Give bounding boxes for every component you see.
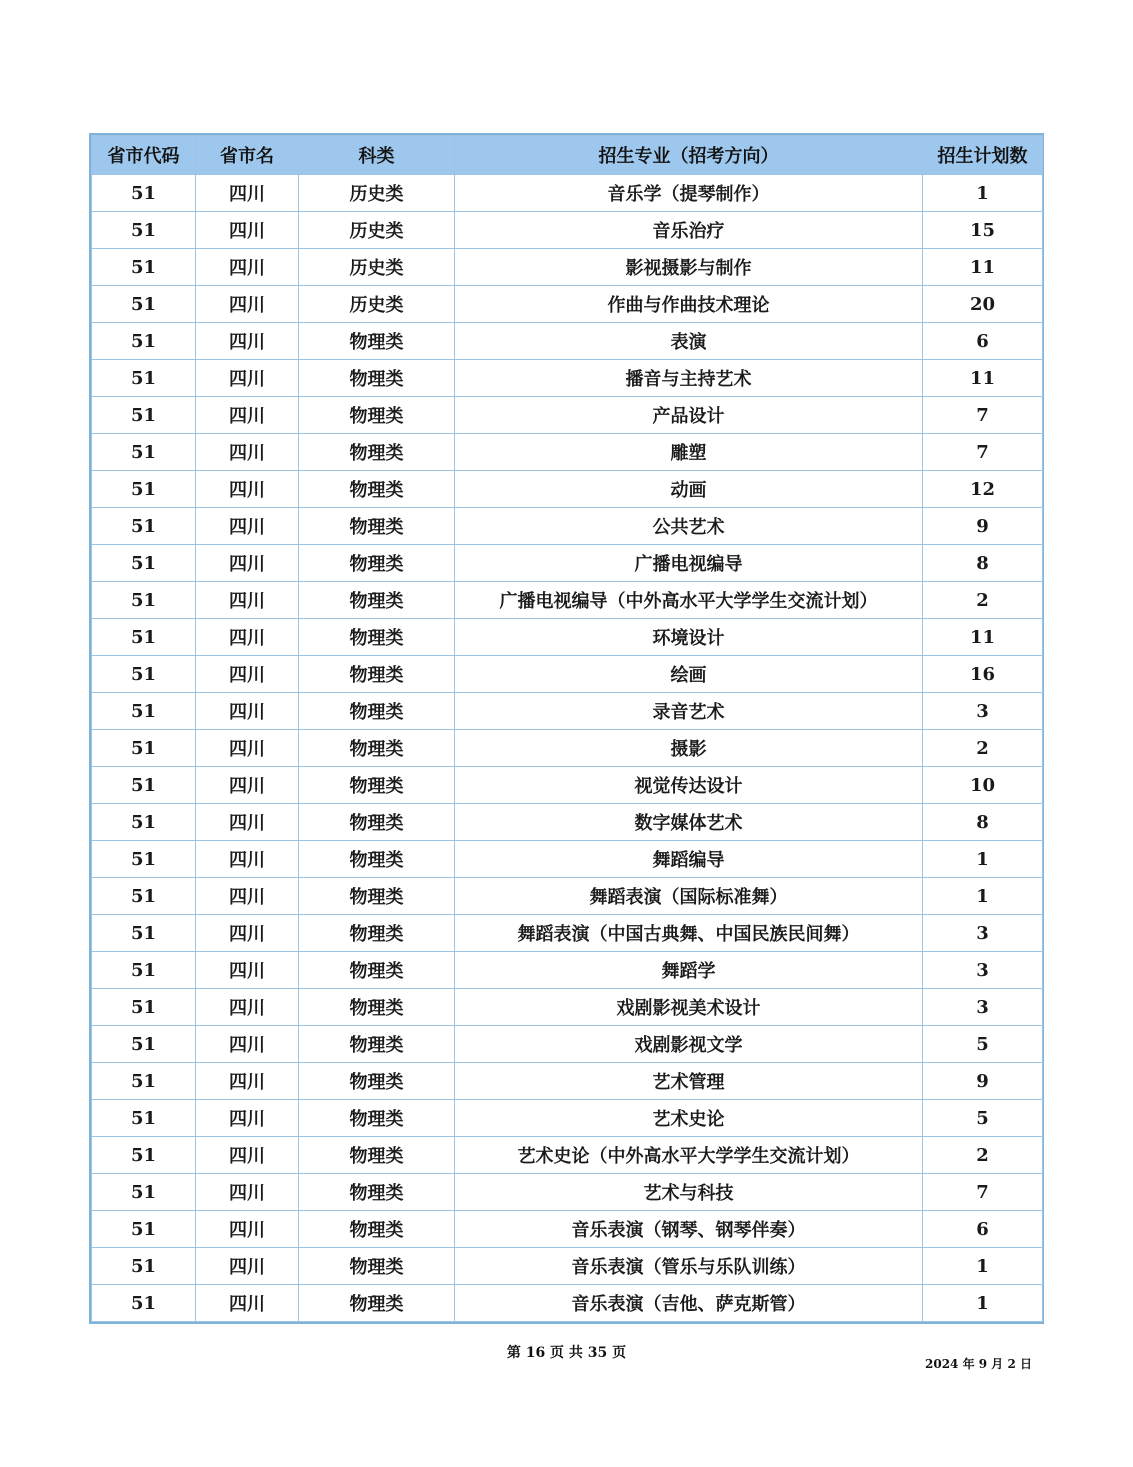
cell-major: 戏剧影视美术设计 xyxy=(455,989,923,1026)
cell-major: 视觉传达设计 xyxy=(455,767,923,804)
cell-province-name: 四川 xyxy=(196,619,299,656)
cell-province-name: 四川 xyxy=(196,360,299,397)
cell-subject-category: 物理类 xyxy=(299,989,455,1026)
cell-subject-category: 物理类 xyxy=(299,1026,455,1063)
cell-plan-count: 9 xyxy=(923,508,1043,545)
table-row xyxy=(92,397,1043,434)
table-row xyxy=(92,1248,1043,1285)
table-row xyxy=(92,323,1043,360)
cell-plan-count: 1 xyxy=(923,1285,1043,1322)
table-row xyxy=(92,1174,1043,1211)
cell-province-code: 51 xyxy=(92,471,196,508)
cell-plan-count: 5 xyxy=(923,1026,1043,1063)
cell-subject-category: 物理类 xyxy=(299,952,455,989)
cell-province-code: 51 xyxy=(92,582,196,619)
cell-province-name: 四川 xyxy=(196,212,299,249)
table-row xyxy=(92,952,1043,989)
cell-plan-count: 8 xyxy=(923,545,1043,582)
cell-province-name: 四川 xyxy=(196,915,299,952)
cell-major: 表演 xyxy=(455,323,923,360)
table-row xyxy=(92,1100,1043,1137)
table-row xyxy=(92,360,1043,397)
cell-major: 影视摄影与制作 xyxy=(455,249,923,286)
cell-major: 艺术与科技 xyxy=(455,1174,923,1211)
cell-province-code: 51 xyxy=(92,804,196,841)
cell-province-name: 四川 xyxy=(196,1211,299,1248)
cell-major: 音乐表演（钢琴、钢琴伴奏） xyxy=(455,1211,923,1248)
header-plan-count: 招生计划数 xyxy=(923,136,1043,175)
cell-province-code: 51 xyxy=(92,1026,196,1063)
cell-major: 广播电视编导 xyxy=(455,545,923,582)
cell-subject-category: 物理类 xyxy=(299,471,455,508)
cell-province-code: 51 xyxy=(92,989,196,1026)
cell-province-name: 四川 xyxy=(196,767,299,804)
cell-plan-count: 11 xyxy=(923,360,1043,397)
table-row xyxy=(92,434,1043,471)
cell-subject-category: 历史类 xyxy=(299,249,455,286)
table-row xyxy=(92,619,1043,656)
cell-province-code: 51 xyxy=(92,1285,196,1322)
table-row xyxy=(92,1211,1043,1248)
cell-province-code: 51 xyxy=(92,360,196,397)
cell-province-name: 四川 xyxy=(196,323,299,360)
cell-major: 公共艺术 xyxy=(455,508,923,545)
cell-province-code: 51 xyxy=(92,952,196,989)
cell-province-name: 四川 xyxy=(196,249,299,286)
cell-province-name: 四川 xyxy=(196,434,299,471)
cell-subject-category: 物理类 xyxy=(299,1063,455,1100)
cell-plan-count: 3 xyxy=(923,915,1043,952)
cell-plan-count: 1 xyxy=(923,878,1043,915)
cell-province-name: 四川 xyxy=(196,656,299,693)
cell-plan-count: 3 xyxy=(923,952,1043,989)
cell-province-name: 四川 xyxy=(196,1174,299,1211)
cell-major: 产品设计 xyxy=(455,397,923,434)
cell-province-code: 51 xyxy=(92,249,196,286)
cell-province-name: 四川 xyxy=(196,952,299,989)
cell-plan-count: 15 xyxy=(923,212,1043,249)
enrollment-plan-table-container xyxy=(89,133,1044,1324)
cell-province-name: 四川 xyxy=(196,1137,299,1174)
cell-province-code: 51 xyxy=(92,434,196,471)
table-row xyxy=(92,249,1043,286)
cell-province-name: 四川 xyxy=(196,1100,299,1137)
page-number: 第 16 页 共 35 页 xyxy=(506,1345,627,1361)
cell-subject-category: 物理类 xyxy=(299,767,455,804)
cell-province-name: 四川 xyxy=(196,175,299,212)
cell-province-name: 四川 xyxy=(196,878,299,915)
cell-province-name: 四川 xyxy=(196,582,299,619)
cell-subject-category: 物理类 xyxy=(299,878,455,915)
header-subject-category: 科类 xyxy=(299,136,455,175)
table-header-row xyxy=(92,136,1043,175)
cell-plan-count: 3 xyxy=(923,693,1043,730)
cell-major: 录音艺术 xyxy=(455,693,923,730)
cell-major: 广播电视编导（中外高水平大学学生交流计划） xyxy=(455,582,923,619)
cell-plan-count: 6 xyxy=(923,323,1043,360)
cell-province-code: 51 xyxy=(92,656,196,693)
cell-province-name: 四川 xyxy=(196,841,299,878)
cell-subject-category: 物理类 xyxy=(299,397,455,434)
cell-plan-count: 2 xyxy=(923,582,1043,619)
cell-major: 舞蹈表演（国际标准舞） xyxy=(455,878,923,915)
cell-province-code: 51 xyxy=(92,878,196,915)
cell-plan-count: 1 xyxy=(923,1248,1043,1285)
cell-subject-category: 历史类 xyxy=(299,175,455,212)
table-row xyxy=(92,767,1043,804)
cell-province-name: 四川 xyxy=(196,545,299,582)
cell-plan-count: 2 xyxy=(923,1137,1043,1174)
cell-plan-count: 20 xyxy=(923,286,1043,323)
cell-subject-category: 物理类 xyxy=(299,730,455,767)
table-row xyxy=(92,878,1043,915)
cell-major: 动画 xyxy=(455,471,923,508)
cell-plan-count: 11 xyxy=(923,249,1043,286)
cell-plan-count: 3 xyxy=(923,989,1043,1026)
cell-major: 音乐学（提琴制作） xyxy=(455,175,923,212)
cell-province-code: 51 xyxy=(92,693,196,730)
cell-province-code: 51 xyxy=(92,619,196,656)
cell-subject-category: 物理类 xyxy=(299,545,455,582)
cell-plan-count: 16 xyxy=(923,656,1043,693)
table-row xyxy=(92,212,1043,249)
cell-major: 数字媒体艺术 xyxy=(455,804,923,841)
cell-subject-category: 物理类 xyxy=(299,1248,455,1285)
cell-plan-count: 8 xyxy=(923,804,1043,841)
cell-subject-category: 物理类 xyxy=(299,804,455,841)
cell-plan-count: 10 xyxy=(923,767,1043,804)
enrollment-plan-table xyxy=(91,135,1043,1322)
cell-major: 作曲与作曲技术理论 xyxy=(455,286,923,323)
cell-province-code: 51 xyxy=(92,1063,196,1100)
cell-major: 绘画 xyxy=(455,656,923,693)
cell-province-name: 四川 xyxy=(196,1248,299,1285)
header-province-code: 省市代码 xyxy=(92,136,196,175)
table-row xyxy=(92,1285,1043,1322)
table-row xyxy=(92,286,1043,323)
cell-province-code: 51 xyxy=(92,1137,196,1174)
cell-subject-category: 物理类 xyxy=(299,656,455,693)
cell-major: 艺术史论 xyxy=(455,1100,923,1137)
cell-subject-category: 物理类 xyxy=(299,323,455,360)
cell-province-name: 四川 xyxy=(196,989,299,1026)
cell-major: 艺术史论（中外高水平大学学生交流计划） xyxy=(455,1137,923,1174)
table-row xyxy=(92,841,1043,878)
cell-plan-count: 1 xyxy=(923,841,1043,878)
cell-plan-count: 7 xyxy=(923,1174,1043,1211)
cell-subject-category: 历史类 xyxy=(299,212,455,249)
cell-major: 戏剧影视文学 xyxy=(455,1026,923,1063)
cell-province-name: 四川 xyxy=(196,471,299,508)
cell-province-name: 四川 xyxy=(196,1063,299,1100)
cell-subject-category: 物理类 xyxy=(299,1211,455,1248)
cell-subject-category: 物理类 xyxy=(299,582,455,619)
cell-province-name: 四川 xyxy=(196,508,299,545)
header-province-name: 省市名 xyxy=(196,136,299,175)
table-row xyxy=(92,804,1043,841)
table-row xyxy=(92,471,1043,508)
cell-province-code: 51 xyxy=(92,767,196,804)
cell-plan-count: 1 xyxy=(923,175,1043,212)
cell-major: 摄影 xyxy=(455,730,923,767)
table-row xyxy=(92,175,1043,212)
cell-plan-count: 11 xyxy=(923,619,1043,656)
cell-plan-count: 2 xyxy=(923,730,1043,767)
cell-province-name: 四川 xyxy=(196,1026,299,1063)
cell-province-code: 51 xyxy=(92,175,196,212)
cell-major: 环境设计 xyxy=(455,619,923,656)
cell-major: 音乐表演（吉他、萨克斯管） xyxy=(455,1285,923,1322)
table-row xyxy=(92,1026,1043,1063)
cell-major: 音乐表演（管乐与乐队训练） xyxy=(455,1248,923,1285)
table-row xyxy=(92,1137,1043,1174)
cell-major: 雕塑 xyxy=(455,434,923,471)
cell-province-code: 51 xyxy=(92,1100,196,1137)
cell-province-code: 51 xyxy=(92,1248,196,1285)
cell-province-code: 51 xyxy=(92,841,196,878)
cell-subject-category: 物理类 xyxy=(299,619,455,656)
cell-subject-category: 历史类 xyxy=(299,286,455,323)
cell-plan-count: 5 xyxy=(923,1100,1043,1137)
cell-subject-category: 物理类 xyxy=(299,1174,455,1211)
cell-major: 音乐治疗 xyxy=(455,212,923,249)
cell-province-code: 51 xyxy=(92,212,196,249)
cell-subject-category: 物理类 xyxy=(299,360,455,397)
cell-major: 舞蹈学 xyxy=(455,952,923,989)
cell-subject-category: 物理类 xyxy=(299,1285,455,1322)
header-major: 招生专业（招考方向） xyxy=(455,136,923,175)
cell-major: 舞蹈表演（中国古典舞、中国民族民间舞） xyxy=(455,915,923,952)
cell-province-name: 四川 xyxy=(196,397,299,434)
cell-plan-count: 7 xyxy=(923,434,1043,471)
cell-province-name: 四川 xyxy=(196,1285,299,1322)
cell-subject-category: 物理类 xyxy=(299,915,455,952)
cell-plan-count: 12 xyxy=(923,471,1043,508)
cell-subject-category: 物理类 xyxy=(299,1100,455,1137)
table-row xyxy=(92,656,1043,693)
cell-plan-count: 9 xyxy=(923,1063,1043,1100)
table-row xyxy=(92,1063,1043,1100)
cell-subject-category: 物理类 xyxy=(299,1137,455,1174)
cell-province-code: 51 xyxy=(92,397,196,434)
cell-province-name: 四川 xyxy=(196,730,299,767)
cell-major: 艺术管理 xyxy=(455,1063,923,1100)
cell-subject-category: 物理类 xyxy=(299,508,455,545)
cell-subject-category: 物理类 xyxy=(299,434,455,471)
cell-province-name: 四川 xyxy=(196,804,299,841)
table-body xyxy=(92,175,1043,1322)
table-row xyxy=(92,545,1043,582)
cell-major: 播音与主持艺术 xyxy=(455,360,923,397)
table-row xyxy=(92,582,1043,619)
cell-subject-category: 物理类 xyxy=(299,841,455,878)
cell-province-code: 51 xyxy=(92,1174,196,1211)
cell-subject-category: 物理类 xyxy=(299,693,455,730)
cell-province-code: 51 xyxy=(92,286,196,323)
page-date: 2024 年 9 月 2 日 xyxy=(925,1357,1032,1371)
cell-province-code: 51 xyxy=(92,915,196,952)
table-row xyxy=(92,508,1043,545)
cell-province-name: 四川 xyxy=(196,286,299,323)
cell-province-name: 四川 xyxy=(196,693,299,730)
cell-major: 舞蹈编导 xyxy=(455,841,923,878)
cell-province-code: 51 xyxy=(92,323,196,360)
cell-province-code: 51 xyxy=(92,508,196,545)
table-row xyxy=(92,693,1043,730)
cell-province-code: 51 xyxy=(92,730,196,767)
table-row xyxy=(92,730,1043,767)
cell-province-code: 51 xyxy=(92,1211,196,1248)
table-row xyxy=(92,915,1043,952)
cell-plan-count: 6 xyxy=(923,1211,1043,1248)
cell-plan-count: 7 xyxy=(923,397,1043,434)
cell-province-code: 51 xyxy=(92,545,196,582)
table-row xyxy=(92,989,1043,1026)
